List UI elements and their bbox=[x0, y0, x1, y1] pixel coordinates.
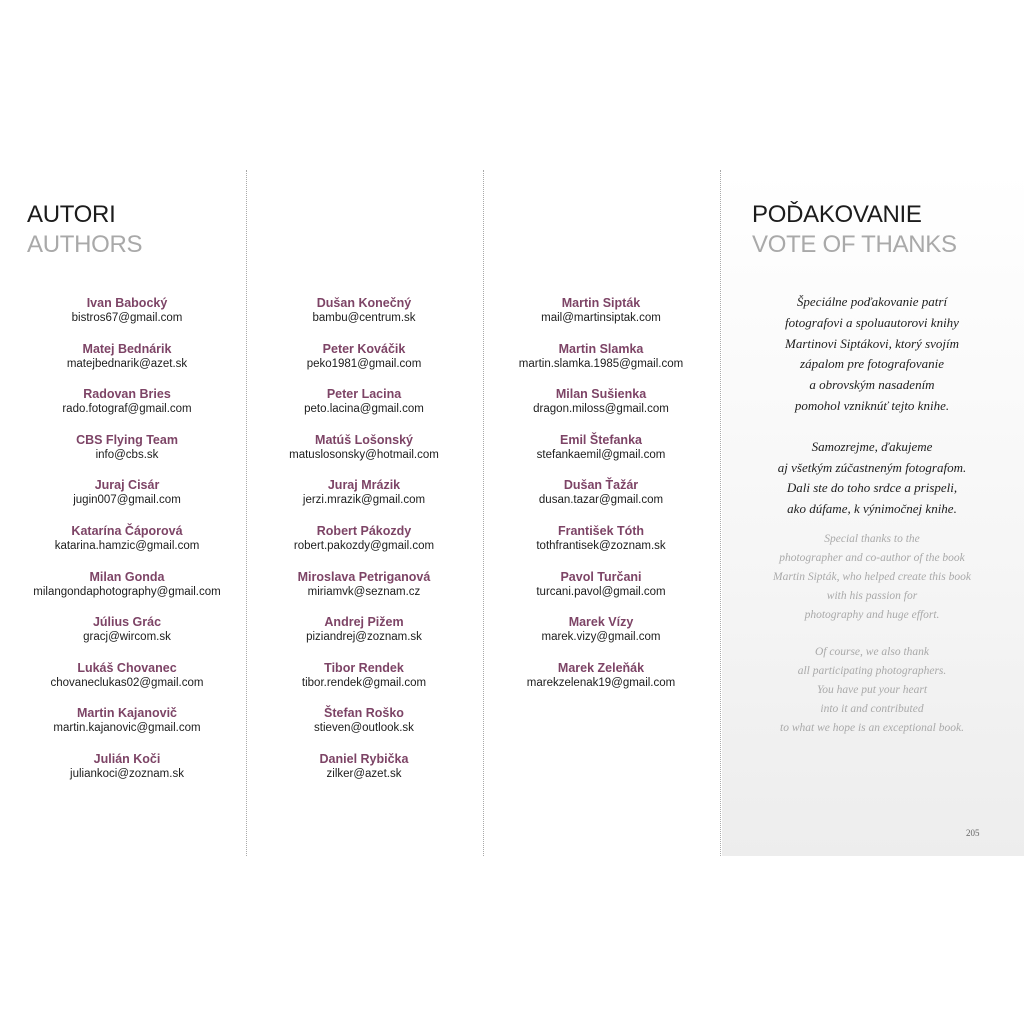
thanks-subtitle: VOTE OF THANKS bbox=[752, 231, 957, 258]
thanks-title: POĎAKOVANIE bbox=[752, 201, 922, 228]
author-entry bbox=[483, 296, 719, 342]
author-name: Katarína Čáporová bbox=[71, 523, 183, 538]
author-email: milangondaphotography@gmail.com bbox=[33, 585, 221, 598]
author-entry bbox=[246, 706, 482, 752]
author-entry bbox=[9, 478, 245, 524]
author-entry bbox=[246, 661, 482, 707]
author-name: Radovan Bries bbox=[83, 387, 171, 402]
author-email: info@cbs.sk bbox=[95, 448, 159, 461]
author-email: stefankaemil@gmail.com bbox=[536, 448, 666, 461]
thanks-line: with his passion for bbox=[826, 590, 918, 602]
author-email: bistros67@gmail.com bbox=[71, 312, 183, 324]
author-entry bbox=[9, 433, 245, 479]
thanks-english-paragraph-2 bbox=[752, 643, 992, 738]
authors-subtitle: AUTHORS bbox=[27, 231, 143, 258]
author-entry bbox=[9, 661, 245, 707]
author-name: Daniel Rybička bbox=[319, 751, 409, 766]
author-entry bbox=[246, 296, 482, 342]
thanks-line: into it and contributed bbox=[820, 703, 924, 715]
author-email: martin.slamka.1985@gmail.com bbox=[518, 357, 684, 370]
author-email: martin.kajanovic@gmail.com bbox=[53, 722, 201, 735]
author-entry bbox=[9, 615, 245, 661]
author-entry bbox=[246, 387, 482, 433]
author-email: robert.pakozdy@gmail.com bbox=[293, 539, 435, 552]
column-divider bbox=[720, 170, 721, 856]
thanks-line: Special thanks to the bbox=[824, 533, 920, 545]
author-name: Štefan Roško bbox=[324, 706, 404, 721]
thanks-line: all participating photographers. bbox=[797, 665, 947, 677]
thanks-line: Of course, we also thank bbox=[814, 646, 930, 658]
author-name: Július Grác bbox=[92, 615, 162, 630]
author-entry bbox=[246, 342, 482, 388]
author-name: Juraj Mrázik bbox=[327, 478, 401, 493]
author-email: turcani.pavol@gmail.com bbox=[536, 585, 666, 598]
thanks-line: ako dúfame, k výnimočnej knihe. bbox=[787, 501, 957, 517]
author-entry bbox=[483, 524, 719, 570]
authors-column-1 bbox=[9, 296, 245, 798]
authors-heading bbox=[27, 200, 142, 260]
thanks-slovak bbox=[752, 292, 992, 520]
thanks-line: photography and huge effort. bbox=[804, 609, 940, 621]
author-name: Miroslava Petriganová bbox=[297, 569, 431, 584]
author-name: CBS Flying Team bbox=[76, 432, 178, 447]
author-name: Milan Sušienka bbox=[555, 387, 647, 402]
thanks-line: Samozrejme, ďakujeme bbox=[811, 438, 933, 454]
thanks-line: a obrovským nasadením bbox=[809, 377, 935, 393]
author-entry bbox=[483, 433, 719, 479]
author-email: gracj@wircom.sk bbox=[83, 631, 171, 644]
authors-column-3 bbox=[483, 296, 719, 706]
thanks-heading bbox=[752, 200, 957, 260]
author-name: Pavol Turčani bbox=[560, 569, 642, 584]
author-entry bbox=[9, 752, 245, 798]
author-name: Juraj Cisár bbox=[94, 478, 160, 493]
author-email: jerzi.mrazik@gmail.com bbox=[302, 494, 426, 507]
author-name: Peter Kováčik bbox=[322, 341, 406, 356]
author-entry bbox=[246, 433, 482, 479]
author-email: miriamvk@seznam.cz bbox=[307, 585, 421, 598]
author-entry bbox=[483, 615, 719, 661]
thanks-line: Špeciálne poďakovanie patrí bbox=[796, 294, 948, 309]
author-entry bbox=[246, 752, 482, 798]
page-number: 205 bbox=[966, 828, 980, 838]
author-name: Martin Sipták bbox=[561, 296, 641, 310]
author-email: tothfrantisek@zoznam.sk bbox=[536, 539, 666, 552]
author-entry bbox=[9, 570, 245, 616]
author-name: Lukáš Chovanec bbox=[77, 660, 177, 675]
author-email: marek.vizy@gmail.com bbox=[541, 631, 661, 644]
author-email: mail@martinsiptak.com bbox=[541, 312, 661, 324]
author-email: dragon.miloss@gmail.com bbox=[533, 403, 669, 416]
author-email: chovaneclukas02@gmail.com bbox=[50, 676, 204, 689]
author-name: Robert Pákozdy bbox=[316, 523, 412, 538]
author-email: peto.lacina@gmail.com bbox=[304, 403, 424, 416]
author-email: juliankoci@zoznam.sk bbox=[70, 767, 184, 780]
author-email: matejbednarik@azet.sk bbox=[66, 357, 188, 370]
author-name: Ivan Babocký bbox=[86, 296, 168, 310]
author-email: rado.fotograf@gmail.com bbox=[62, 403, 192, 416]
author-email: dusan.tazar@gmail.com bbox=[538, 494, 664, 507]
thanks-slovak-paragraph-1 bbox=[752, 292, 992, 417]
thanks-english-paragraph-1 bbox=[752, 530, 992, 625]
author-entry bbox=[9, 296, 245, 342]
author-entry bbox=[246, 615, 482, 661]
author-name: Peter Lacina bbox=[326, 387, 402, 402]
author-name: Martin Slamka bbox=[558, 341, 644, 356]
thanks-line: aj všetkým zúčastneným fotografom. bbox=[777, 459, 967, 475]
author-name: Martin Kajanovič bbox=[76, 706, 178, 721]
thanks-line: to what we hope is an exceptional book. bbox=[780, 722, 964, 734]
author-entry bbox=[483, 570, 719, 616]
author-email: stieven@outlook.sk bbox=[314, 722, 414, 735]
author-name: Emil Štefanka bbox=[560, 432, 642, 447]
thanks-line: You have put your heart bbox=[816, 684, 928, 696]
authors-column-2 bbox=[246, 296, 482, 798]
author-email: piziandrej@zoznam.sk bbox=[306, 631, 422, 644]
author-entry bbox=[483, 387, 719, 433]
author-email: marekzelenak19@gmail.com bbox=[526, 676, 676, 689]
author-name: Milan Gonda bbox=[89, 569, 165, 584]
author-entry bbox=[246, 524, 482, 570]
thanks-line: photographer and co-author of the book bbox=[779, 552, 965, 564]
author-entry bbox=[9, 342, 245, 388]
author-name: Tibor Rendek bbox=[324, 660, 404, 675]
author-entry bbox=[483, 478, 719, 524]
author-entry bbox=[9, 706, 245, 752]
author-entry bbox=[9, 524, 245, 570]
thanks-line: pomohol vzniknúť tejto knihe. bbox=[794, 397, 950, 413]
thanks-line: zápalom pre fotografovanie bbox=[800, 356, 944, 372]
author-email: peko1981@gmail.com bbox=[306, 357, 422, 370]
author-name: Matúš Lošonský bbox=[315, 432, 413, 447]
author-name: Marek Vízy bbox=[568, 615, 634, 630]
author-email: matuslosonsky@hotmail.com bbox=[289, 448, 439, 461]
author-name: Dušan Ťažár bbox=[563, 478, 639, 493]
author-email: jugin007@gmail.com bbox=[73, 494, 181, 507]
thanks-english bbox=[752, 530, 992, 738]
author-email: zilker@azet.sk bbox=[326, 767, 402, 780]
authors-title: AUTORI bbox=[27, 201, 116, 228]
author-name: Marek Zeleňák bbox=[557, 660, 645, 675]
author-email: katarina.hamzic@gmail.com bbox=[54, 539, 200, 552]
author-name: Matej Bednárik bbox=[82, 341, 172, 356]
author-entry bbox=[9, 387, 245, 433]
author-entry bbox=[246, 478, 482, 524]
thanks-line: Martinovi Siptákovi, ktorý svojím bbox=[784, 335, 960, 351]
author-entry bbox=[483, 342, 719, 388]
author-email: bambu@centrum.sk bbox=[312, 312, 416, 324]
author-name: František Tóth bbox=[557, 523, 645, 538]
author-email: tibor.rendek@gmail.com bbox=[301, 676, 427, 689]
author-name: Dušan Konečný bbox=[316, 296, 412, 310]
author-entry bbox=[483, 661, 719, 707]
thanks-line: fotografovi a spoluautorovi knihy bbox=[785, 314, 959, 330]
author-name: Andrej Pižem bbox=[324, 615, 404, 630]
author-entry bbox=[246, 570, 482, 616]
thanks-line: Dali ste do toho srdce a prispeli, bbox=[786, 480, 958, 496]
author-name: Julián Koči bbox=[93, 751, 161, 766]
thanks-slovak-paragraph-2 bbox=[752, 437, 992, 520]
thanks-line: Martin Sipták, who helped create this book bbox=[773, 571, 971, 583]
